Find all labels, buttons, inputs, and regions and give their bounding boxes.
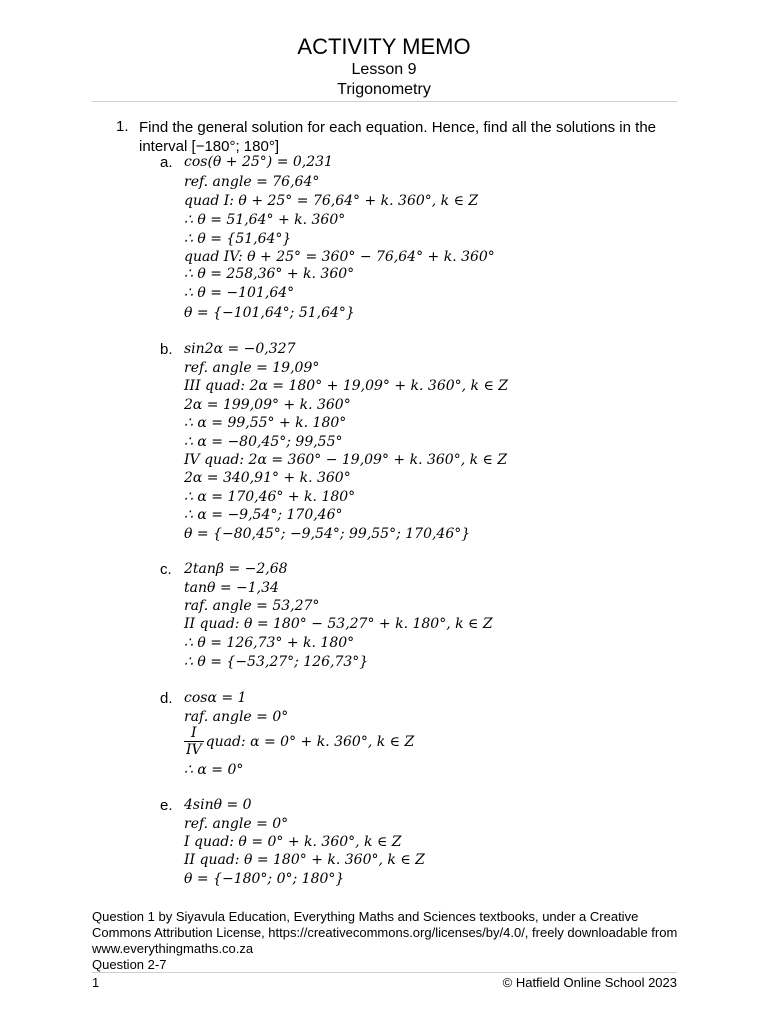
part-b-label: b. — [160, 341, 173, 358]
part-b-line: IV quad: 2α = 360° − 19,09° + k. 360°, k ∈ Z — [184, 452, 508, 468]
attribution-note: Question 1 by Siyavula Education, Everything Maths and Sciences textbooks, under a Creative Commons Attribution License, https://creativecommons.org/licenses/by/4.0/, freely downloadable from www.everythingmaths.co.za — [92, 909, 678, 956]
subject-label: Trigonometry — [337, 81, 431, 98]
part-b-line: θ = {−80,45°; −9,54°; 99,55°; 170,46°} — [184, 526, 471, 542]
fraction-denominator: IV — [186, 742, 202, 758]
quadrant-fraction — [184, 725, 204, 758]
part-a-line: ∴ θ = {51,64°} — [184, 231, 292, 247]
part-b-line: ref. angle = 19,09° — [184, 360, 320, 376]
document-title: ACTIVITY MEMO — [297, 34, 471, 59]
part-c-line: II quad: θ = 180° − 53,27° + k. 180°, k ∈ Z — [184, 616, 493, 632]
lesson-label: Lesson 9 — [351, 61, 417, 78]
page-number: 1 — [92, 975, 100, 990]
copyright-notice: © Hatfield Online School 2023 — [502, 975, 677, 990]
part-e-line: θ = {−180°; 0°; 180°} — [184, 871, 345, 887]
part-a-line: ∴ θ = −101,64° — [184, 285, 295, 301]
question-text: Find the general solution for each equation. Hence, find all the solutions in the interval [−180°; 180°] — [139, 119, 657, 155]
part-c-line: ∴ θ = {−53,27°; 126,73°} — [184, 654, 369, 670]
part-a-line: ∴ θ = 51,64° + k. 360° — [184, 212, 346, 228]
part-b-line: 2α = 340,91° + k. 360° — [184, 470, 351, 486]
part-a-line: quad I: θ + 25° = 76,64° + k. 360°, k ∈ Z — [184, 193, 479, 209]
fraction-rest: quad: α = 0° + k. 360°, k ∈ Z — [205, 733, 415, 750]
part-c-label: c. — [160, 561, 172, 578]
part-e-line: II quad: θ = 180° + k. 360°, k ∈ Z — [184, 852, 425, 868]
part-e-line: 4sinθ = 0 — [184, 797, 252, 813]
part-c-line: ∴ θ = 126,73° + k. 180° — [184, 635, 355, 651]
part-b-line: 2α = 199,09° + k. 360° — [184, 397, 351, 413]
part-a-line: quad IV: θ + 25° = 360° − 76,64° + k. 360° — [184, 249, 495, 265]
part-b-line: ∴ α = 170,46° + k. 180° — [184, 489, 356, 505]
question-range-label: Question 2-7 — [92, 957, 167, 972]
fraction-numerator: I — [191, 725, 197, 741]
part-c-line: tanθ = −1,34 — [184, 580, 279, 596]
part-a-line: cos(θ + 25°) = 0,231 — [184, 154, 333, 170]
part-e-line: I quad: θ = 0° + k. 360°, k ∈ Z — [184, 834, 402, 850]
part-b-line: ∴ α = −9,54°; 170,46° — [184, 507, 343, 523]
part-c-line: raf. angle = 53,27° — [184, 598, 320, 614]
part-b-line: ∴ α = 99,55° + k. 180° — [184, 415, 347, 431]
part-e-label: e. — [160, 797, 173, 814]
part-b-line: sin2α = −0,327 — [184, 341, 296, 357]
part-d-line: raf. angle = 0° — [184, 709, 289, 725]
part-d-fraction-line — [184, 725, 414, 758]
part-a-line: ∴ θ = 258,36° + k. 360° — [184, 266, 355, 282]
part-d-line: ∴ α = 0° — [184, 762, 244, 778]
part-a-line: θ = {−101,64°; 51,64°} — [184, 305, 355, 321]
question-number: 1. — [116, 118, 129, 135]
part-a-line: ref. angle = 76,64° — [184, 174, 320, 190]
part-c-line: 2tanβ = −2,68 — [184, 561, 288, 577]
footer-divider — [92, 972, 677, 973]
header-divider — [92, 101, 677, 102]
part-b-line: ∴ α = −80,45°; 99,55° — [184, 434, 343, 450]
part-b-line: III quad: 2α = 180° + 19,09° + k. 360°, k ∈ Z — [184, 378, 509, 394]
part-d-label: d. — [160, 690, 173, 707]
part-e-line: ref. angle = 0° — [184, 816, 289, 832]
part-a-label: a. — [160, 154, 173, 171]
part-d-line: cosα = 1 — [184, 690, 247, 706]
